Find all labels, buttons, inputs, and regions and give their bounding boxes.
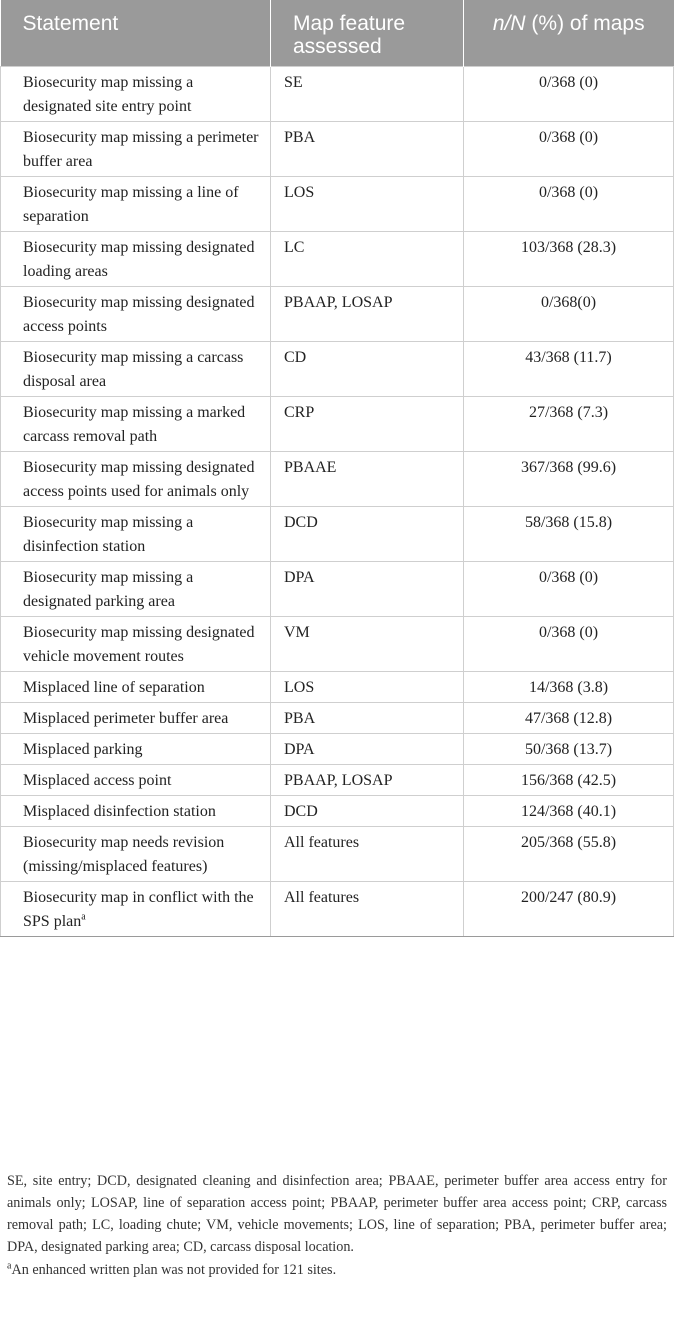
statement-text: Biosecurity map missing designated loading areas [23,239,255,280]
statement-footnote-marker: a [81,911,86,923]
table-row [1,397,674,452]
statement-text: Biosecurity map missing a perimeter buffer area [23,129,259,170]
table-row [1,177,674,232]
cell-map-feature: PBA [271,703,464,734]
statement-text: Biosecurity map missing designated vehicle movement routes [23,624,255,665]
cell-statement [1,703,271,734]
cell-map-feature: DPA [271,734,464,765]
statement-text: Biosecurity map missing a carcass disposal area [23,349,244,390]
cell-map-feature: VM [271,617,464,672]
header-count [464,0,674,67]
cell-count: 14/368 (3.8) [464,672,674,703]
cell-count: 58/368 (15.8) [464,507,674,562]
statement-text: Biosecurity map missing a disinfection station [23,514,194,555]
cell-map-feature: LOS [271,177,464,232]
cell-count: 156/368 (42.5) [464,765,674,796]
table-row [1,703,674,734]
cell-count: 0/368 (0) [464,177,674,232]
table-row [1,122,674,177]
statement-text: Misplaced disinfection station [23,803,216,820]
cell-statement [1,617,271,672]
cell-count: 27/368 (7.3) [464,397,674,452]
statement-text: Misplaced perimeter buffer area [23,710,229,727]
cell-map-feature: DPA [271,562,464,617]
footnote-a-marker: a [7,1260,12,1272]
cell-map-feature: PBAAP, LOSAP [271,765,464,796]
header-count-rest: (%) of maps [525,12,645,35]
cell-statement [1,232,271,287]
table-row [1,287,674,342]
cell-statement [1,562,271,617]
header-count-italic: n/N [492,12,526,35]
statement-text: Biosecurity map missing a line of separation [23,184,239,225]
statement-text: Misplaced parking [23,741,143,758]
statement-text: Misplaced access point [23,772,172,789]
table-row [1,827,674,882]
table-row [1,67,674,122]
header-map-feature: Map feature assessed [271,0,464,67]
cell-statement [1,827,271,882]
statement-text: Biosecurity map in conflict with the SPS plan [23,889,254,930]
cell-count: 0/368(0) [464,287,674,342]
abbreviations-note: SE, site entry; DCD, designated cleaning and disinfection area; PBAAE, perimeter buffer area access entry for animals only; LOSAP, line of separation access point; PBAAP, perimeter buffer area access point; CRP, carcass removal path; LC, loading chute; VM, vehicle movements; LOS, line of separation; PBA, perimeter buffer area; DPA, designated parking area; CD, carcass disposal location. [7,1173,667,1255]
table-row [1,672,674,703]
cell-count: 0/368 (0) [464,67,674,122]
cell-map-feature: CRP [271,397,464,452]
cell-map-feature: LOS [271,672,464,703]
cell-count: 47/368 (12.8) [464,703,674,734]
cell-statement [1,397,271,452]
statement-text: Biosecurity map needs revision (missing/misplaced features) [23,834,225,875]
cell-map-feature: SE [271,67,464,122]
cell-statement [1,672,271,703]
cell-count: 0/368 (0) [464,562,674,617]
cell-statement [1,765,271,796]
table-row [1,882,674,937]
cell-map-feature: PBAAP, LOSAP [271,287,464,342]
table-row [1,765,674,796]
header-row [1,0,674,67]
cell-statement [1,342,271,397]
table-row [1,562,674,617]
statement-text: Misplaced line of separation [23,679,205,696]
cell-statement [1,734,271,765]
cell-count: 103/368 (28.3) [464,232,674,287]
table-header [1,0,674,67]
table-row [1,342,674,397]
cell-map-feature: All features [271,827,464,882]
table-row [1,507,674,562]
cell-statement [1,507,271,562]
cell-map-feature: LC [271,232,464,287]
cell-map-feature: DCD [271,507,464,562]
cell-count: 124/368 (40.1) [464,796,674,827]
statement-text: Biosecurity map missing designated access points [23,294,255,335]
cell-map-feature: PBAAE [271,452,464,507]
footnote-a [7,1259,667,1281]
cell-statement [1,67,271,122]
cell-statement [1,796,271,827]
cell-count: 200/247 (80.9) [464,882,674,937]
cell-statement [1,452,271,507]
cell-map-feature: DCD [271,796,464,827]
cell-statement [1,177,271,232]
cell-count: 367/368 (99.6) [464,452,674,507]
table-footnotes [0,1170,671,1281]
cell-statement [1,287,271,342]
statement-text: Biosecurity map missing a designated site entry point [23,74,194,115]
statement-text: Biosecurity map missing designated access points used for animals only [23,459,255,500]
cell-count: 205/368 (55.8) [464,827,674,882]
footnote-a-text: An enhanced written plan was not provided for 121 sites. [11,1262,337,1278]
cell-map-feature: All features [271,882,464,937]
cell-map-feature: PBA [271,122,464,177]
statement-text: Biosecurity map missing a marked carcass removal path [23,404,246,445]
cell-count: 0/368 (0) [464,122,674,177]
table-row [1,734,674,765]
cell-statement [1,122,271,177]
cell-statement [1,882,271,937]
table-row [1,796,674,827]
table-row [1,232,674,287]
cell-count: 0/368 (0) [464,617,674,672]
statement-text: Biosecurity map missing a designated parking area [23,569,194,610]
table-body [1,67,674,937]
table-row [1,617,674,672]
table-row [1,452,674,507]
cell-count: 43/368 (11.7) [464,342,674,397]
cell-count: 50/368 (13.7) [464,734,674,765]
cell-map-feature: CD [271,342,464,397]
header-statement: Statement [1,0,271,67]
